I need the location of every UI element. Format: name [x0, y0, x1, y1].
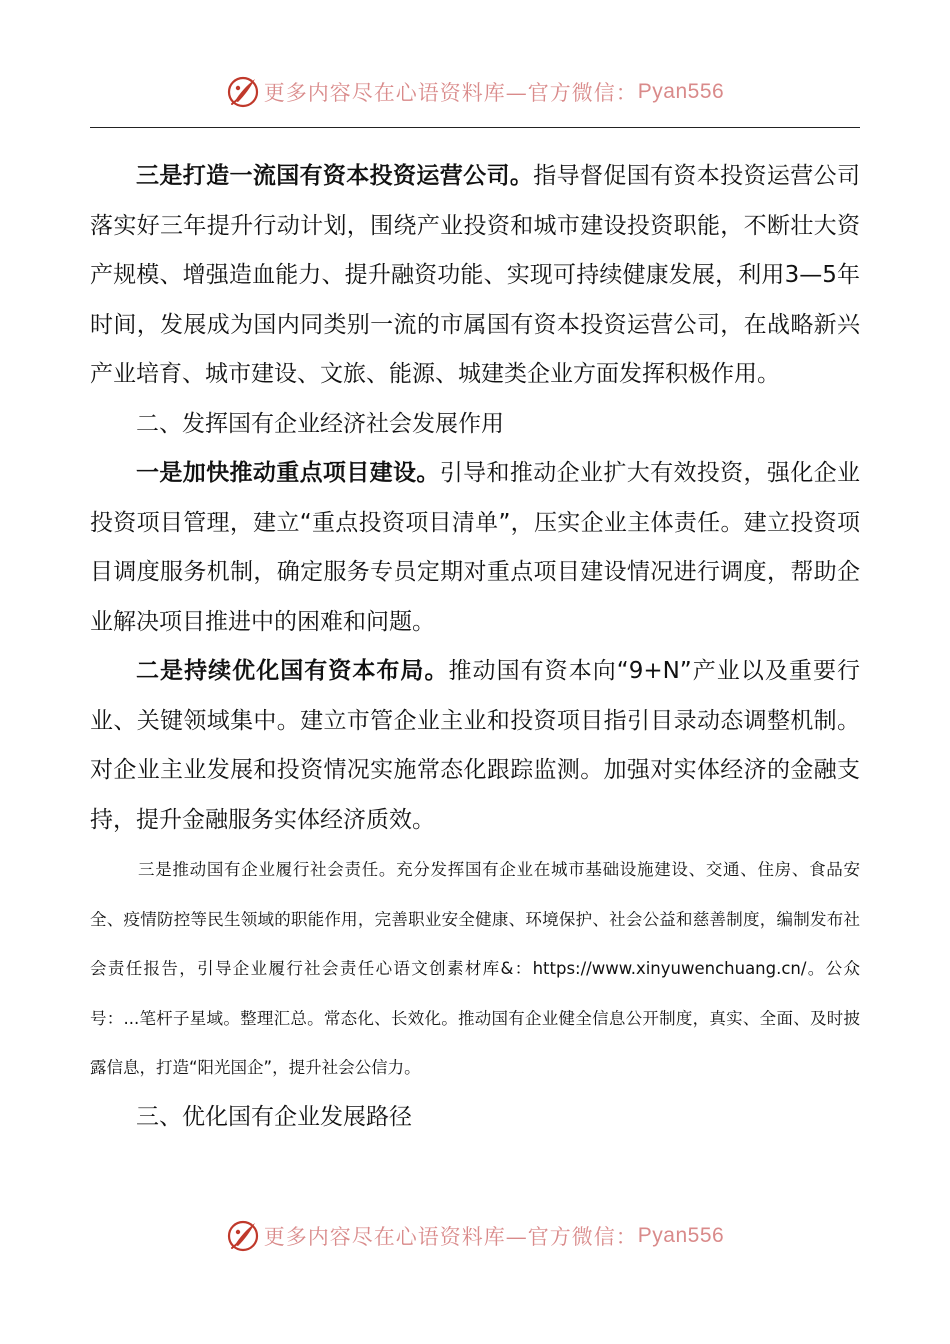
feather-pen-logo-icon	[226, 1219, 260, 1253]
paragraph-social-responsibility: 三是推动国有企业履行社会责任。充分发挥国有企业在城市基础设施建设、交通、住房、食品安全、疫情防控等民生领域的职能作用，完善职业安全健康、环境保护、社会公益和慈善制度，编制发布社会责任报告，引导企业履行社会责任心语文创素材库&：https://www.xinyuwenchuang.cn/。公众号：...笔杆子星域。整理汇总。常态化、长效化。推动国有企业健全信息公开制度，真实、全面、及时披露信息，打造“阳光国企”，提升社会公信力。	[90, 860, 860, 1077]
header-divider	[90, 127, 860, 128]
page-footer	[0, 1214, 950, 1258]
paragraph-text: 推动国有资本向“9+N”产业以及重要行业、关键领域集中。建立市管企业主业和投资项目指引目录动态调整机制。对企业主业发展和投资情况实施常态化跟踪监测。加强对实体经济的金融支持，提升金融服务实体经济质效。	[90, 658, 860, 833]
section-heading-3: 三、优化国有企业发展路径	[136, 1103, 412, 1130]
header-wechat-id: Pyan556	[637, 80, 725, 103]
footer-wechat-id: Pyan556	[637, 1224, 725, 1247]
paragraph-capital-operation	[90, 152, 860, 400]
footer-brand-text: 更多内容尽在心语资料库—官方微信：	[263, 1225, 638, 1249]
paragraph-lead: 三是打造一流国有资本投资运营公司。	[136, 163, 534, 189]
paragraph-capital-layout	[90, 647, 860, 845]
page-header	[0, 70, 950, 114]
section-heading-2: 二、发挥国有企业经济社会发展作用	[136, 410, 504, 437]
paragraph-text: 引导和推动企业扩大有效投资，强化企业投资项目管理，建立“重点投资项目清单”，压实企业主体责任。建立投资项目调度服务机制，确定服务专员定期对重点项目建设情况进行调度，帮助企业解决项目推进中的困难和问题。	[90, 460, 861, 635]
feather-pen-logo-icon	[226, 75, 260, 109]
paragraph-lead: 二是持续优化国有资本布局。	[136, 658, 449, 684]
header-brand-text: 更多内容尽在心语资料库—官方微信：	[263, 81, 638, 105]
paragraph-lead: 一是加快推动重点项目建设。	[136, 460, 440, 486]
paragraph-key-projects	[90, 449, 860, 647]
document-body	[90, 152, 860, 1142]
paragraph-text: 指导督促国有资本投资运营公司落实好三年提升行动计划，围绕产业投资和城市建设投资职能，不断壮大资产规模、增强造血能力、提升融资功能、实现可持续健康发展，利用3—5年时间，发展成为国内同类别一流的市属国有资本投资运营公司，在战略新兴产业培育、城市建设、文旅、能源、城建类企业方面发挥积极作用。	[90, 163, 861, 387]
